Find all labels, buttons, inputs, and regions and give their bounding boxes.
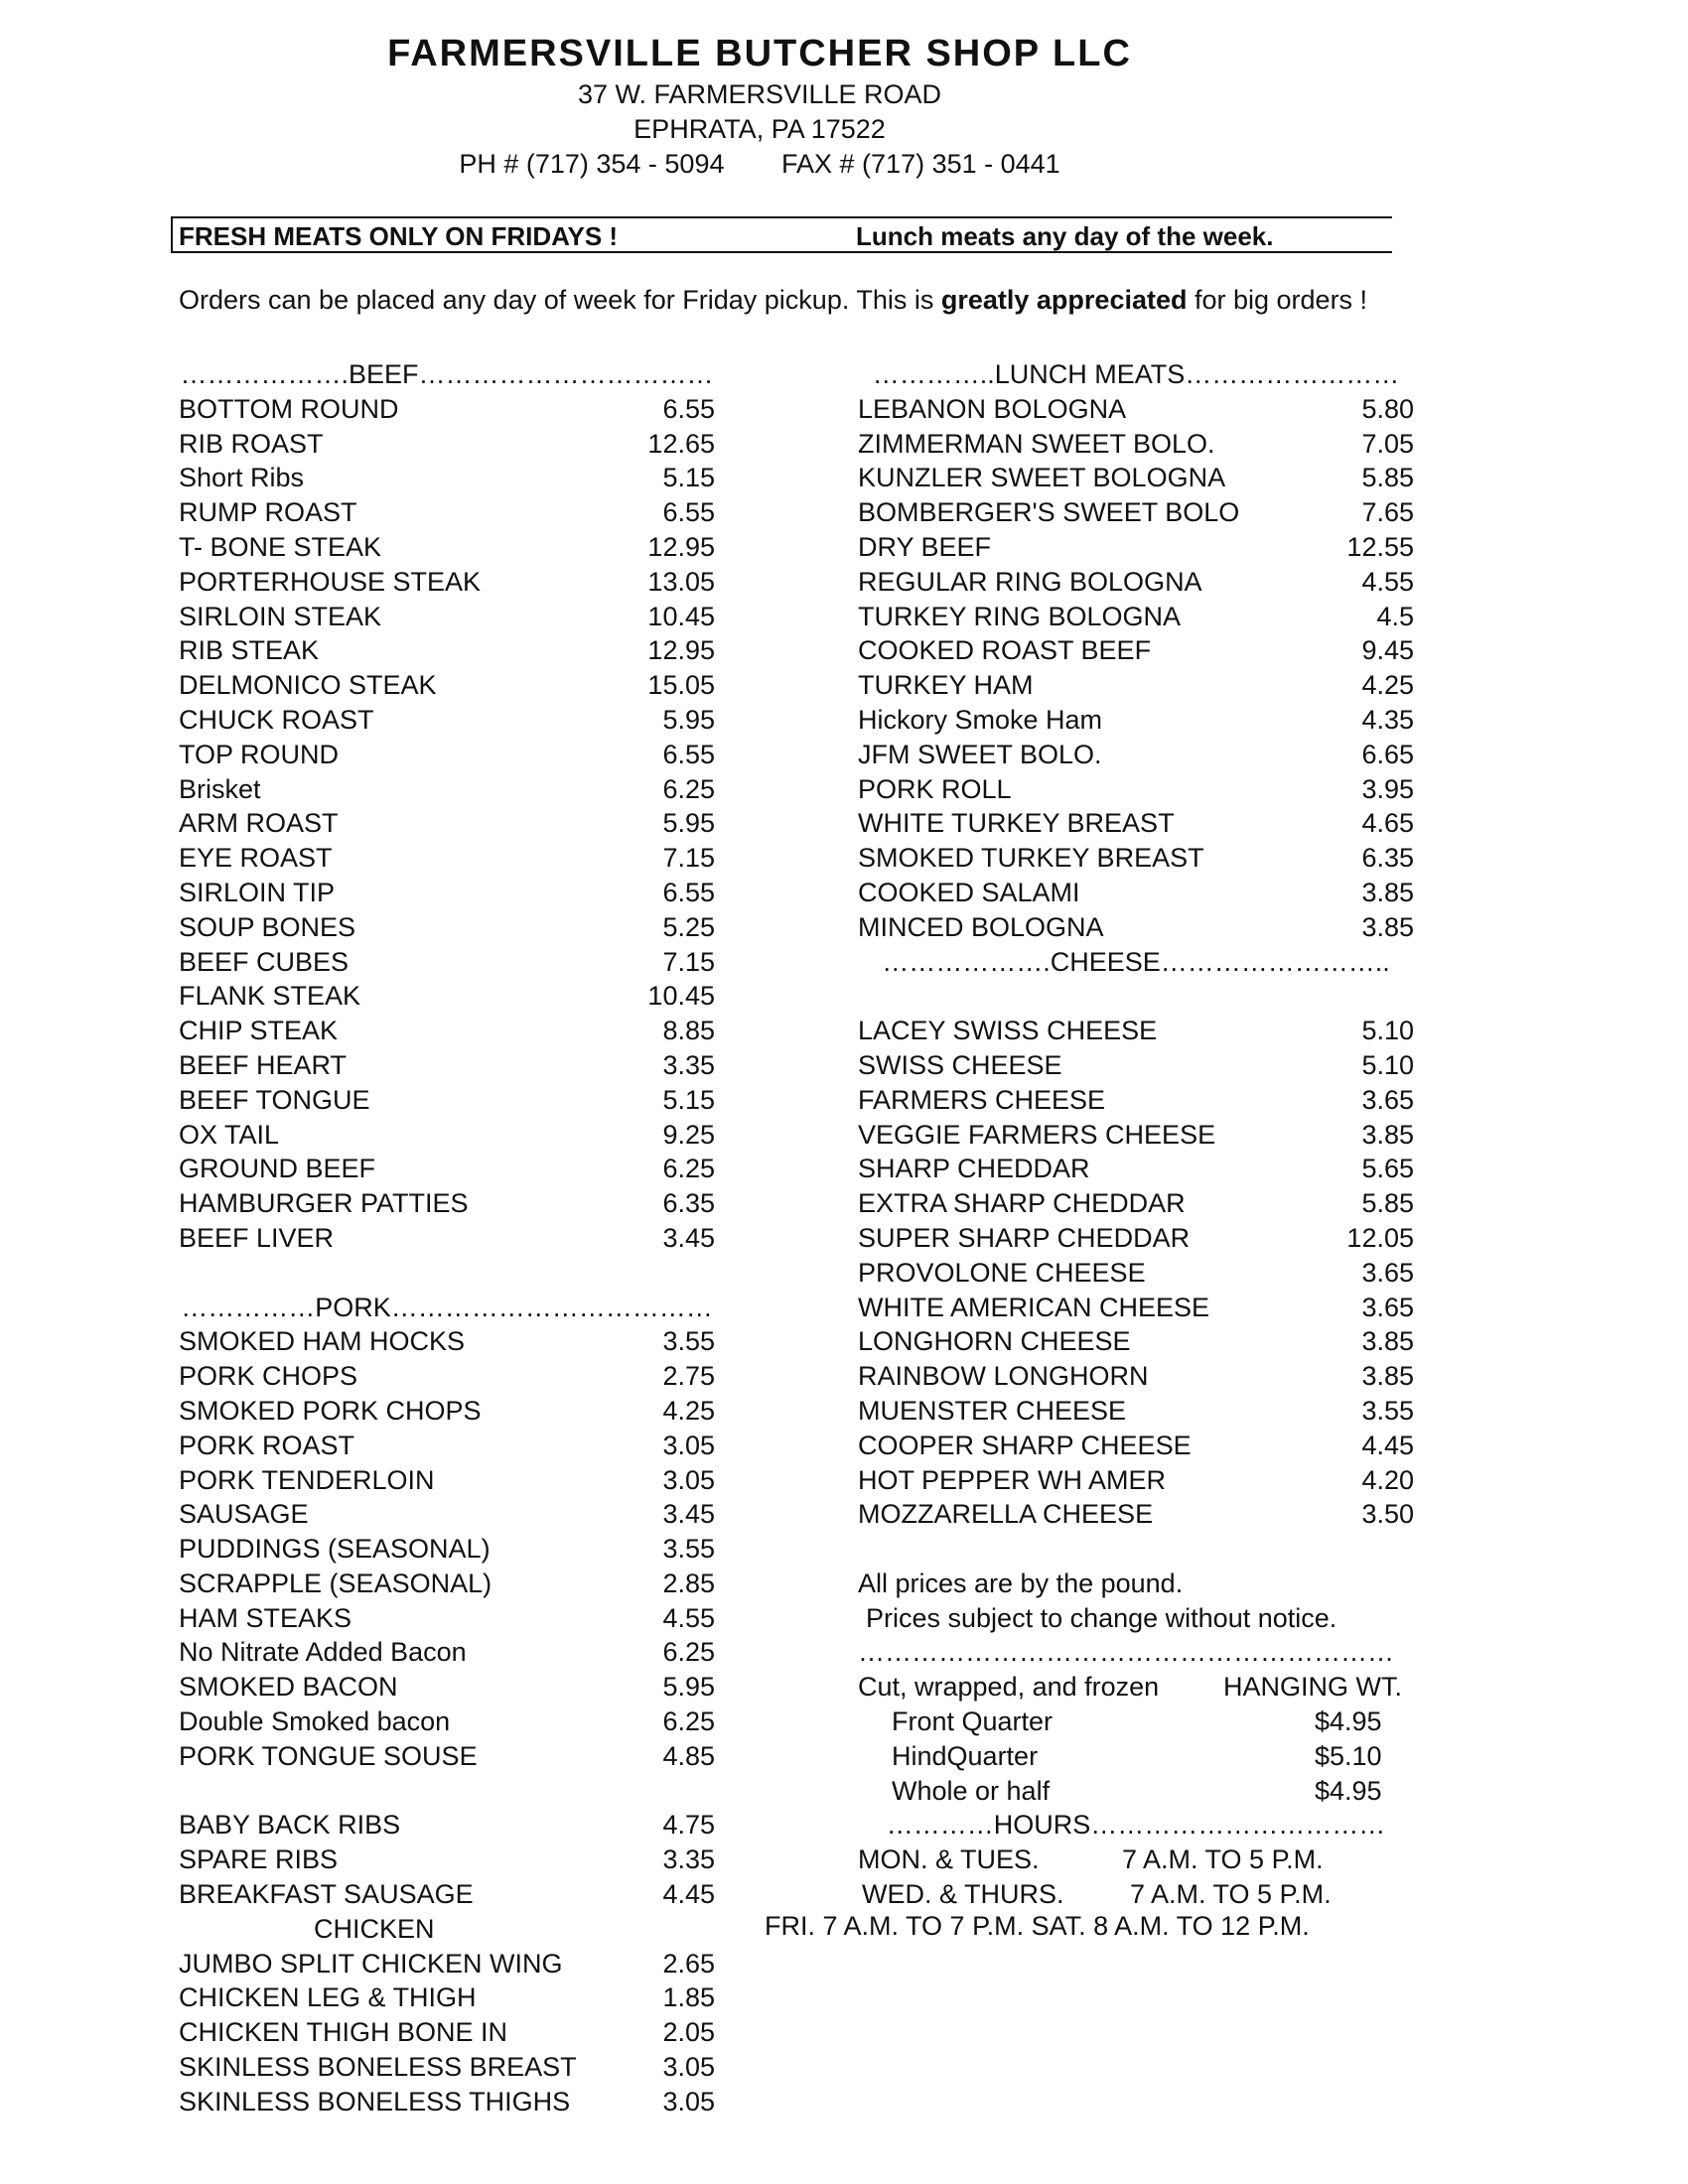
cut-item-price: $4.95 xyxy=(1315,1775,1382,1806)
pork-item xyxy=(179,1359,715,1394)
pork-item xyxy=(179,1843,715,1877)
item-price: 6.55 xyxy=(662,877,715,907)
cut-item-name: Whole or half xyxy=(892,1775,1051,1806)
hours-mon-tues xyxy=(858,1843,1414,1877)
item-price: 8.85 xyxy=(662,1016,715,1046)
item-name: Brisket xyxy=(179,773,261,804)
item-name: LACEY SWISS CHEESE xyxy=(858,1016,1158,1046)
cheese-list xyxy=(858,1014,1414,1532)
item-name: WHITE TURKEY BREAST xyxy=(858,808,1175,839)
item-price: 4.25 xyxy=(662,1395,715,1426)
item-name: JUMBO SPLIT CHICKEN WING xyxy=(179,1948,563,1979)
item-name: CHICKEN THIGH BONE IN xyxy=(179,2017,508,2048)
chicken-item xyxy=(179,2050,715,2085)
item-price: 3.35 xyxy=(662,1049,715,1080)
item-price: 5.85 xyxy=(1361,1188,1414,1219)
beef-item xyxy=(179,979,715,1014)
item-price: 3.55 xyxy=(662,1534,715,1565)
lunch-meat-item xyxy=(858,806,1414,841)
cut-label: Cut, wrapped, and frozen xyxy=(858,1672,1160,1703)
item-name: SMOKED TURKEY BREAST xyxy=(858,843,1204,874)
pork-extra-list xyxy=(179,1808,715,1911)
beef-item xyxy=(179,1221,715,1256)
item-price: 12.05 xyxy=(1346,1222,1414,1253)
item-name: PROVOLONE CHEESE xyxy=(858,1257,1146,1288)
item-name: PORK ROLL xyxy=(858,773,1012,804)
item-name: SCRAPPLE (SEASONAL) xyxy=(179,1568,492,1598)
pork-item xyxy=(179,1394,715,1429)
item-name: LEBANON BOLOGNA xyxy=(858,393,1127,424)
item-name: MINCED BOLOGNA xyxy=(858,911,1104,942)
item-name: EYE ROAST xyxy=(179,843,333,874)
pork-item xyxy=(179,1670,715,1705)
item-price: 3.85 xyxy=(1361,1326,1414,1357)
item-price: 10.45 xyxy=(647,601,715,631)
item-name: EXTRA SHARP CHEDDAR xyxy=(858,1188,1186,1219)
chicken-heading: CHICKEN xyxy=(314,1913,435,1944)
beef-item xyxy=(179,461,715,495)
item-name: TOP ROUND xyxy=(179,739,340,769)
spacer xyxy=(179,1774,715,1809)
beef-item xyxy=(179,600,715,634)
item-name: SAUSAGE xyxy=(179,1499,309,1530)
item-price: 3.05 xyxy=(662,2052,715,2083)
item-name: BEEF TONGUE xyxy=(179,1084,370,1115)
beef-item xyxy=(179,772,715,807)
item-name: SHARP CHEDDAR xyxy=(858,1154,1090,1184)
beef-item xyxy=(179,841,715,876)
lunch-meat-item xyxy=(858,633,1414,668)
item-price: 4.35 xyxy=(1361,704,1414,735)
cheese-item xyxy=(858,1291,1414,1325)
cheese-item xyxy=(858,1324,1414,1359)
item-price: 4.75 xyxy=(662,1810,715,1841)
item-price: 6.55 xyxy=(662,497,715,528)
item-price: 4.55 xyxy=(662,1602,715,1633)
item-price: 6.25 xyxy=(662,1706,715,1737)
wed-thurs-time: 7 A.M. TO 5 P.M. xyxy=(1130,1879,1332,1910)
item-price: 3.05 xyxy=(662,1464,715,1495)
item-name: BOTTOM ROUND xyxy=(179,393,399,424)
item-name: SPARE RIBS xyxy=(179,1844,339,1875)
item-name: RAINBOW LONGHORN xyxy=(858,1361,1149,1392)
beef-item xyxy=(179,703,715,738)
beef-item xyxy=(179,876,715,910)
item-name: PORTERHOUSE STEAK xyxy=(179,566,482,597)
item-name: OX TAIL xyxy=(179,1119,280,1150)
item-price: 6.35 xyxy=(662,1188,715,1219)
cut-wrapped-row xyxy=(858,1670,1414,1705)
pork-item xyxy=(179,1532,715,1567)
cheese-item xyxy=(858,1394,1414,1429)
cheese-heading: ……………….CHEESE…………………….. xyxy=(882,946,1390,977)
item-name: DELMONICO STEAK xyxy=(179,670,437,701)
item-name: PORK TONGUE SOUSE xyxy=(179,1740,478,1771)
item-name: TURKEY HAM xyxy=(858,670,1034,701)
lunch-meat-item xyxy=(858,668,1414,703)
cheese-item xyxy=(858,1014,1414,1048)
item-name: SUPER SHARP CHEDDAR xyxy=(858,1222,1191,1253)
item-price: 5.65 xyxy=(1361,1154,1414,1184)
item-name: RIB STEAK xyxy=(179,635,320,666)
item-name: ZIMMERMAN SWEET BOLO. xyxy=(858,428,1215,459)
item-name: TURKEY RING BOLOGNA xyxy=(858,601,1182,631)
hours-wed-thurs xyxy=(858,1877,1414,1912)
item-price: 3.55 xyxy=(662,1326,715,1357)
beef-item xyxy=(179,495,715,530)
item-price: 4.85 xyxy=(662,1740,715,1771)
beef-item xyxy=(179,1152,715,1186)
cheese-item xyxy=(858,1463,1414,1498)
item-price: 6.55 xyxy=(662,393,715,424)
mon-tues-time: 7 A.M. TO 5 P.M. xyxy=(1122,1844,1324,1875)
item-price: 2.05 xyxy=(662,2017,715,2048)
lunch-meat-item xyxy=(858,910,1414,945)
pork-list xyxy=(179,1324,715,1773)
item-name: KUNZLER SWEET BOLOGNA xyxy=(858,463,1226,493)
item-price: 6.55 xyxy=(662,739,715,769)
pork-item xyxy=(179,1739,715,1774)
cheese-item xyxy=(858,1429,1414,1463)
pork-heading: ……………PORK……………………………… xyxy=(181,1292,713,1322)
cut-item xyxy=(858,1705,1414,1739)
item-price: 7.65 xyxy=(1361,497,1414,528)
lunch-meat-item xyxy=(858,876,1414,910)
spacer xyxy=(858,979,1414,1014)
item-price: 1.85 xyxy=(662,1982,715,2013)
pork-item xyxy=(179,1497,715,1532)
cut-item-name: Front Quarter xyxy=(892,1706,1054,1737)
chicken-item xyxy=(179,2015,715,2050)
item-name: HOT PEPPER WH AMER xyxy=(858,1464,1167,1495)
item-name: COOKED ROAST BEEF xyxy=(858,635,1152,666)
item-price: 2.75 xyxy=(662,1361,715,1392)
price-change-note: Prices subject to change without notice. xyxy=(866,1602,1337,1633)
item-price: 3.65 xyxy=(1361,1292,1414,1322)
item-price: 3.50 xyxy=(1361,1499,1414,1530)
hours-fri-sat: FRI. 7 A.M. TO 7 P.M. SAT. 8 A.M. TO 12 P.M. xyxy=(765,1911,1310,1941)
cheese-item xyxy=(858,1048,1414,1083)
beef-item xyxy=(179,427,715,462)
cheese-item xyxy=(858,1186,1414,1221)
item-name: MOZZARELLA CHEESE xyxy=(858,1499,1154,1530)
orders-note-bold: greatly appreciated xyxy=(940,285,1188,315)
item-price: 5.95 xyxy=(662,808,715,839)
pricing-note: All prices are by the pound. xyxy=(858,1568,1184,1598)
item-name: SIRLOIN STEAK xyxy=(179,601,382,631)
item-name: RUMP ROAST xyxy=(179,497,357,528)
shop-name: FARMERSVILLE BUTCHER SHOP LLC xyxy=(387,33,1132,74)
item-price: 7.15 xyxy=(662,843,715,874)
item-name: SMOKED BACON xyxy=(179,1672,398,1703)
cheese-item xyxy=(858,1152,1414,1186)
item-name: SOUP BONES xyxy=(179,911,356,942)
chicken-list xyxy=(179,1947,715,2119)
item-price: 5.80 xyxy=(1361,393,1414,424)
item-price: 3.05 xyxy=(662,1430,715,1460)
item-name: No Nitrate Added Bacon xyxy=(179,1637,467,1668)
item-price: 3.65 xyxy=(1361,1257,1414,1288)
item-price: 5.10 xyxy=(1361,1049,1414,1080)
chicken-item xyxy=(179,1947,715,1981)
beef-item xyxy=(179,1186,715,1221)
item-name: PORK TENDERLOIN xyxy=(179,1464,435,1495)
pork-item xyxy=(179,1324,715,1359)
item-price: 5.95 xyxy=(662,1672,715,1703)
orders-note-before: Orders can be placed any day of week for Friday pickup. This is xyxy=(179,285,941,315)
item-price: 3.85 xyxy=(1361,1361,1414,1392)
dotted-separator: …………………………………………………… xyxy=(858,1637,1394,1668)
orders-note-after: for big orders ! xyxy=(1187,285,1368,315)
item-name: FARMERS CHEESE xyxy=(858,1084,1106,1115)
item-price: 5.15 xyxy=(662,463,715,493)
beef-item xyxy=(179,668,715,703)
item-name: JFM SWEET BOLO. xyxy=(858,739,1102,769)
notice-banner xyxy=(171,216,1392,253)
item-name: WHITE AMERICAN CHEESE xyxy=(858,1292,1210,1322)
item-name: CHICKEN LEG & THIGH xyxy=(179,1982,477,2013)
lunch-meat-item xyxy=(858,738,1414,772)
hours-heading: …………HOURS…………………………… xyxy=(886,1810,1386,1841)
item-price: 5.25 xyxy=(662,911,715,942)
item-price: 4.45 xyxy=(662,1879,715,1910)
cheese-item xyxy=(858,1359,1414,1394)
lunch-meat-item xyxy=(858,427,1414,462)
lunch-meat-item xyxy=(858,600,1414,634)
item-price: 7.15 xyxy=(662,946,715,977)
beef-item xyxy=(179,1014,715,1048)
item-price: 3.55 xyxy=(1361,1395,1414,1426)
item-price: 12.95 xyxy=(647,531,715,562)
item-price: 4.45 xyxy=(1361,1430,1414,1460)
beef-list xyxy=(179,392,715,1256)
cut-list xyxy=(858,1705,1414,1808)
lunch-meat-item xyxy=(858,565,1414,600)
item-price: 6.25 xyxy=(662,773,715,804)
item-name: SWISS CHEESE xyxy=(858,1049,1062,1080)
item-price: 3.85 xyxy=(1361,1119,1414,1150)
lunch-meat-item xyxy=(858,495,1414,530)
lunch-meat-item xyxy=(858,461,1414,495)
cut-item-price: $5.10 xyxy=(1315,1740,1382,1771)
beef-item xyxy=(179,530,715,565)
hanging-weight-label: HANGING WT. xyxy=(1223,1672,1402,1703)
beef-item xyxy=(179,633,715,668)
item-name: SMOKED PORK CHOPS xyxy=(179,1395,482,1426)
item-name: Hickory Smoke Ham xyxy=(858,704,1103,735)
pork-item xyxy=(179,1429,715,1463)
right-column xyxy=(858,357,1414,1912)
beef-item xyxy=(179,565,715,600)
pork-item xyxy=(179,1567,715,1601)
pork-item xyxy=(179,1463,715,1498)
pork-item xyxy=(179,1705,715,1739)
item-price: 10.45 xyxy=(647,981,715,1012)
contact-numbers xyxy=(0,147,1519,182)
beef-item xyxy=(179,1048,715,1083)
orders-note xyxy=(179,285,1470,316)
item-name: PORK CHOPS xyxy=(179,1361,358,1392)
item-name: BOMBERGER'S SWEET BOLO xyxy=(858,497,1240,528)
item-price: 6.65 xyxy=(1361,739,1414,769)
item-name: GROUND BEEF xyxy=(179,1154,376,1184)
item-name: CHIP STEAK xyxy=(179,1016,339,1046)
item-name: ARM ROAST xyxy=(179,808,339,839)
lunch-meat-item xyxy=(858,841,1414,876)
fresh-meats-notice: FRESH MEATS ONLY ON FRIDAYS ! xyxy=(179,221,619,251)
item-price: 2.85 xyxy=(662,1568,715,1598)
lunch-meat-item xyxy=(858,703,1414,738)
chicken-item xyxy=(179,2085,715,2119)
cheese-item xyxy=(858,1497,1414,1532)
item-name: Double Smoked bacon xyxy=(179,1706,451,1737)
beef-item xyxy=(179,738,715,772)
item-price: 4.25 xyxy=(1361,670,1414,701)
address-line-2: EPHRATA, PA 17522 xyxy=(633,114,886,144)
item-price: 6.25 xyxy=(662,1154,715,1184)
beef-item xyxy=(179,945,715,980)
item-price: 3.85 xyxy=(1361,911,1414,942)
cheese-item xyxy=(858,1118,1414,1153)
item-name: COOPER SHARP CHEESE xyxy=(858,1430,1192,1460)
item-name: MUENSTER CHEESE xyxy=(858,1395,1127,1426)
item-price: 3.05 xyxy=(662,2086,715,2116)
item-name: SIRLOIN TIP xyxy=(179,877,336,907)
mon-tues-label: MON. & TUES. xyxy=(858,1844,1040,1875)
item-name: REGULAR RING BOLOGNA xyxy=(858,566,1202,597)
item-price: 4.5 xyxy=(1376,601,1414,631)
item-name: BREAKFAST SAUSAGE xyxy=(179,1879,474,1910)
lunch-meats-heading: …………..LUNCH MEATS…………………… xyxy=(872,359,1400,389)
beef-item xyxy=(179,806,715,841)
item-price: 12.65 xyxy=(647,428,715,459)
item-price: 3.65 xyxy=(1361,1084,1414,1115)
lunch-meat-item xyxy=(858,530,1414,565)
item-name: HAMBURGER PATTIES xyxy=(179,1188,469,1219)
item-price: 6.35 xyxy=(1361,843,1414,874)
item-price: 3.35 xyxy=(662,1844,715,1875)
item-price: 5.15 xyxy=(662,1084,715,1115)
item-price: 12.55 xyxy=(1346,531,1414,562)
lunch-meat-item xyxy=(858,772,1414,807)
item-price: 3.85 xyxy=(1361,877,1414,907)
cheese-item xyxy=(858,1221,1414,1256)
beef-item xyxy=(179,392,715,427)
item-name: CHUCK ROAST xyxy=(179,704,374,735)
item-price: 5.95 xyxy=(662,704,715,735)
item-price: 4.55 xyxy=(1361,566,1414,597)
item-price: 5.85 xyxy=(1361,463,1414,493)
item-name: DRY BEEF xyxy=(858,531,992,562)
item-price: 13.05 xyxy=(647,566,715,597)
wed-thurs-label: WED. & THURS. xyxy=(862,1879,1064,1910)
item-name: FLANK STEAK xyxy=(179,981,361,1012)
item-name: BEEF LIVER xyxy=(179,1222,335,1253)
item-name: SKINLESS BONELESS THIGHS xyxy=(179,2086,571,2116)
item-price: 9.45 xyxy=(1361,635,1414,666)
item-price: 4.20 xyxy=(1361,1464,1414,1495)
item-name: T- BONE STEAK xyxy=(179,531,382,562)
cut-item-name: HindQuarter xyxy=(892,1740,1039,1771)
fax-number: FAX # (717) 351 - 0441 xyxy=(781,149,1060,179)
item-name: HAM STEAKS xyxy=(179,1602,352,1633)
item-name: Short Ribs xyxy=(179,463,305,493)
item-name: BEEF CUBES xyxy=(179,946,350,977)
item-price: 4.65 xyxy=(1361,808,1414,839)
item-name: COOKED SALAMI xyxy=(858,877,1080,907)
item-name: PORK ROAST xyxy=(179,1430,355,1460)
left-column xyxy=(179,357,715,2119)
cheese-item xyxy=(858,1256,1414,1291)
spacer xyxy=(858,1532,1414,1567)
cut-item-price: $4.95 xyxy=(1315,1706,1382,1737)
item-name: SKINLESS BONELESS BREAST xyxy=(179,2052,577,2083)
item-name: LONGHORN CHEESE xyxy=(858,1326,1131,1357)
item-name: PUDDINGS (SEASONAL) xyxy=(179,1534,491,1565)
spacer xyxy=(179,1256,715,1291)
item-price: 3.95 xyxy=(1361,773,1414,804)
beef-heading: ……………….BEEF…………………………… xyxy=(180,359,714,389)
pork-item xyxy=(179,1635,715,1670)
beef-item xyxy=(179,1083,715,1118)
item-price: 3.45 xyxy=(662,1499,715,1530)
item-price: 3.45 xyxy=(662,1222,715,1253)
lunch-meats-list xyxy=(858,392,1414,945)
cut-item xyxy=(858,1739,1414,1774)
beef-item xyxy=(179,910,715,945)
item-price: 9.25 xyxy=(662,1119,715,1150)
lunch-meats-notice: Lunch meats any day of the week. xyxy=(856,221,1274,251)
item-name: BEEF HEART xyxy=(179,1049,348,1080)
beef-item xyxy=(179,1118,715,1153)
item-price: 7.05 xyxy=(1361,428,1414,459)
item-price: 15.05 xyxy=(647,670,715,701)
chicken-item xyxy=(179,1980,715,2015)
item-price: 5.10 xyxy=(1361,1016,1414,1046)
item-name: RIB ROAST xyxy=(179,428,324,459)
lunch-meat-item xyxy=(858,392,1414,427)
phone-number: PH # (717) 354 - 5094 xyxy=(459,149,725,179)
shop-header xyxy=(0,30,1519,182)
pork-item xyxy=(179,1808,715,1843)
cheese-item xyxy=(858,1083,1414,1118)
address-line-1: 37 W. FARMERSVILLE ROAD xyxy=(577,79,942,109)
pork-item xyxy=(179,1601,715,1636)
item-price: 2.65 xyxy=(662,1948,715,1979)
cut-item xyxy=(858,1774,1414,1809)
item-price: 12.95 xyxy=(647,635,715,666)
item-name: VEGGIE FARMERS CHEESE xyxy=(858,1119,1216,1150)
item-price: 6.25 xyxy=(662,1637,715,1668)
pork-item xyxy=(179,1877,715,1912)
item-name: BABY BACK RIBS xyxy=(179,1810,401,1841)
item-name: SMOKED HAM HOCKS xyxy=(179,1326,466,1357)
